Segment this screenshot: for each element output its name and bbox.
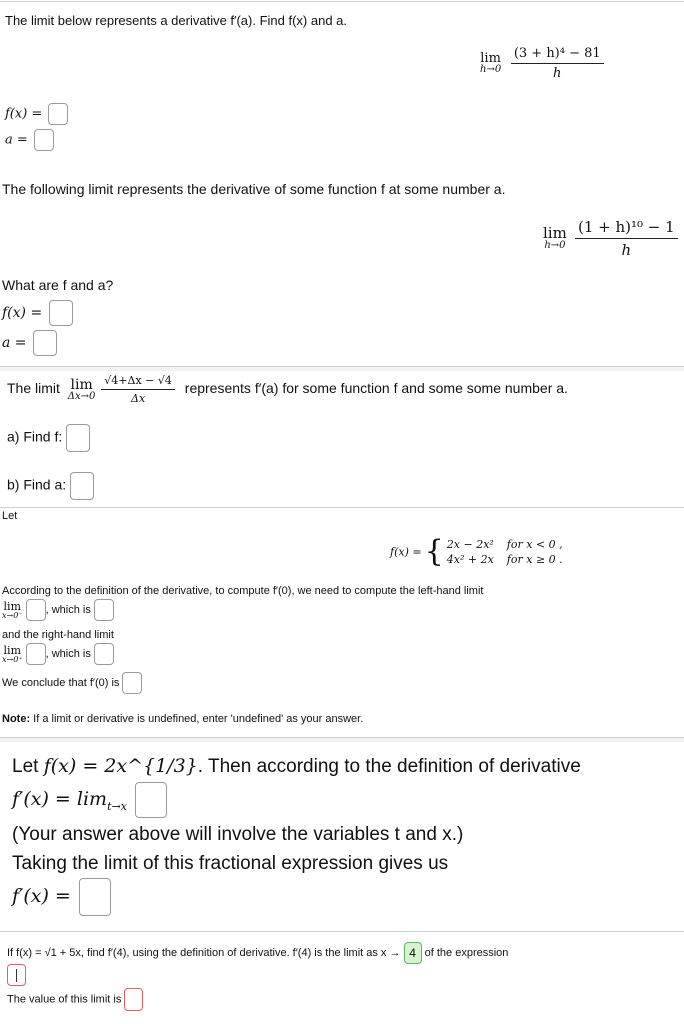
p2-limit-expression: [543, 218, 678, 259]
p6-expression-input[interactable]: [7, 964, 26, 986]
p2-prompt: What are f and a?: [2, 277, 114, 293]
p2-question: The following limit represents the derivative of some function f at some number a.: [2, 181, 506, 197]
lim-label: lim: [543, 224, 567, 242]
p6-value-input[interactable]: [124, 988, 143, 1011]
p1-a-label: a =: [5, 132, 28, 148]
p5-let: Let: [12, 756, 39, 777]
p5-line1-tail: . Then according to the definition of derivative: [197, 756, 581, 777]
p2-denominator: h: [621, 241, 632, 259]
p4-note-text: If a limit or derivative is undefined, enter 'undefined' as your answer.: [33, 713, 364, 725]
p1-numerator: (3 + h)⁴ − 81: [511, 46, 604, 64]
p2-a-label: a =: [2, 335, 27, 351]
p4-right-limit-value[interactable]: [94, 643, 114, 665]
p4-piecewise: [390, 534, 563, 569]
p1-limit-expression: [480, 46, 604, 81]
p4-piece1-cond: for x < 0 ,: [506, 538, 563, 551]
lim-label: lim: [480, 51, 501, 66]
p5-deriv-label: f′(x) = lim: [12, 788, 108, 810]
p4-left-limit-input[interactable]: [26, 599, 46, 621]
p4-piece2-cond: for x ≥ 0 .: [506, 553, 563, 566]
lim-subscript: h→0: [480, 64, 502, 75]
lim-label: lim: [70, 376, 93, 393]
p2-f-input[interactable]: [49, 300, 73, 326]
p6-value-text: The value of this limit is: [7, 993, 122, 1006]
p1-f-label: f(x) =: [5, 106, 43, 122]
p5-final-input[interactable]: [79, 878, 111, 916]
p4-piece2-expr: 4x² + 2x: [446, 553, 494, 566]
lim-label: lim: [3, 599, 21, 613]
left-brace: {: [424, 534, 444, 569]
p5-line3: (Your answer above will involve the variables t and x.): [12, 824, 464, 845]
p5-line4: Taking the limit of this fractional expression gives us: [12, 853, 449, 874]
p4-left-limit-value[interactable]: [94, 599, 114, 621]
p4-f-def: f(x) =: [390, 545, 422, 559]
p3-f-input[interactable]: [66, 424, 90, 452]
p4-derivative-input[interactable]: [122, 672, 142, 694]
p4-let: Let: [2, 510, 18, 522]
p3-denominator: Δx: [131, 392, 146, 405]
lim-subscript: x→0⁺: [2, 654, 23, 664]
p5-final-label: f′(x) =: [12, 885, 71, 907]
p3-find-f: a) Find f:: [7, 428, 63, 445]
p2-a-input[interactable]: [33, 330, 57, 356]
p5-deriv-sub: t→x: [107, 799, 127, 813]
lim-subscript: h→0: [544, 240, 566, 251]
p2-numerator: (1 + h)¹⁰ − 1: [575, 218, 678, 239]
lim-label: lim: [3, 643, 21, 657]
p4-conclude: We conclude that f′(0) is: [2, 676, 120, 689]
p1-denominator: h: [553, 66, 562, 81]
lim-subscript: x→0⁻: [2, 610, 23, 620]
p4-line1: According to the definition of the derivative, to compute f′(0), we need to compute the left-hand limit: [2, 585, 484, 597]
p1-a-input[interactable]: [34, 129, 54, 151]
p6-x-input[interactable]: 4: [404, 942, 422, 964]
p4-note-bold: Note:: [2, 713, 31, 725]
p3-find-a: b) Find a:: [7, 476, 67, 493]
which-is-label: , which is: [45, 603, 91, 616]
which-is-label: , which is: [45, 647, 91, 660]
p1-question: The limit below represents a derivative f′(a). Find f(x) and a.: [5, 13, 348, 28]
p4-right-limit-input[interactable]: [26, 643, 46, 665]
p6-text-a: If f(x) = √1 + 5x, find f′(4), using the definition of derivative. f′(4) is the limit as x →: [7, 946, 401, 959]
p3-a-input[interactable]: [70, 472, 94, 500]
p4-right-text: and the right-hand limit: [2, 629, 114, 641]
p3-numerator: √4+Δx − √4: [101, 374, 175, 390]
text-cursor: [16, 969, 17, 982]
p1-f-input[interactable]: [48, 103, 68, 125]
p3-limit-line: [7, 374, 568, 405]
lim-subscript: Δx→0: [67, 390, 96, 402]
p4-piece1-expr: 2x − 2x²: [446, 538, 494, 551]
p2-f-label: f(x) =: [2, 305, 43, 321]
p5-limit-expression-input[interactable]: [135, 782, 167, 818]
p3-intro: The limit: [7, 380, 60, 397]
p5-function: f(x) = 2x^{1/3}: [43, 755, 198, 777]
p6-text-b: of the expression: [424, 946, 509, 959]
p3-tail: represents f′(a) for some function f and some some number a.: [184, 380, 568, 397]
